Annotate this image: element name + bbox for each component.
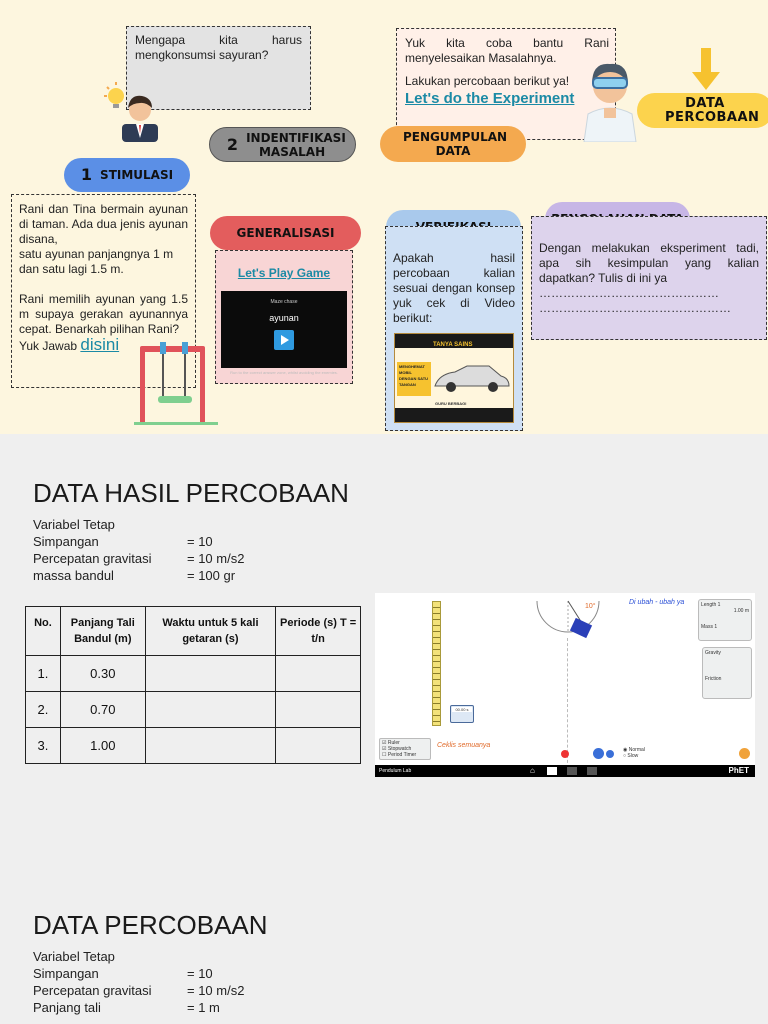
var-row: massa bandul = 100 gr [33, 568, 236, 583]
help-text-1: Yuk kita coba bantu Rani menyelesaikan Masalahnya. [405, 36, 609, 65]
table-cell[interactable] [276, 728, 361, 764]
generalisasi-box [215, 250, 353, 384]
screen-icon-1[interactable] [547, 767, 557, 775]
checkbox-ruler[interactable]: ☑ Ruler [382, 740, 400, 746]
checkbox-panel [379, 738, 431, 760]
speed-radios[interactable]: ◉ Normal ○ Slow [623, 747, 645, 759]
game-title: Maze chase [270, 299, 298, 305]
stimulasi-number: 1 [80, 165, 93, 184]
table-cell: 0.70 [60, 692, 145, 728]
checkbox-period[interactable]: ☐ Period Timer [382, 752, 417, 758]
table-header-cell: Waktu untuk 5 kali getaran (s) [145, 607, 276, 656]
experiment-link[interactable]: Let's do the Experiment [405, 90, 575, 107]
angle-readout: 10° [585, 603, 596, 610]
gravity-label: Gravity [705, 650, 721, 656]
game-caption: Run to the correct answer zone, whilst avoiding the enemies. [230, 370, 338, 375]
question-text: Mengapa kita harus mengkonsumsi sayuran? [135, 33, 302, 62]
teacher-figure-left [100, 80, 162, 142]
table-cell[interactable] [276, 692, 361, 728]
pengumpulan-pill [380, 126, 526, 162]
reset-button[interactable] [739, 748, 750, 759]
stimulasi-pill [64, 158, 190, 192]
table-row [26, 728, 361, 764]
gravity-panel[interactable] [702, 647, 752, 699]
screen-icon-2[interactable] [567, 767, 577, 775]
section2-title: DATA PERCOBAAN [33, 910, 268, 940]
friction-label: Friction [705, 676, 722, 682]
game-thumbnail[interactable] [221, 291, 347, 375]
video-thumbnail[interactable] [394, 333, 514, 423]
note-bottom: Ceklis semuanya [437, 742, 491, 749]
sim-app-name: Pendulum Lab [379, 768, 412, 774]
table-cell: 2. [26, 692, 61, 728]
table-header-cell: Periode (s) T = t/n [276, 607, 361, 656]
pengolahan-box [531, 216, 767, 340]
phet-logo: PhET [728, 766, 749, 775]
table-header-cell: No. [26, 607, 61, 656]
var-row: Simpangan = 10 [33, 966, 213, 981]
phet-sim-screenshot [375, 593, 755, 777]
table-cell[interactable] [145, 692, 276, 728]
data-percobaan-pill [637, 93, 768, 128]
pivot-dash-line [567, 638, 568, 768]
pengolahan-dots2[interactable]: ………………………………………… [539, 301, 731, 315]
table-cell[interactable] [145, 728, 276, 764]
play-button[interactable] [593, 748, 604, 759]
stimulasi-label: STIMULASI [100, 168, 174, 182]
play-icon[interactable] [274, 330, 294, 350]
identifikasi-label: INDENTIFIKASI MASALAH [246, 130, 346, 159]
data-table [25, 606, 361, 764]
stimulasi-p2: satu ayunan panjangnya 1 m dan satu lagi 1.5 m. [19, 247, 174, 276]
identifikasi-pill [209, 127, 356, 162]
video-text-block [397, 362, 431, 396]
game-subtitle: ayunan [269, 313, 299, 323]
var-row: Percepatan gravitasi = 10 m/s2 [33, 551, 245, 566]
game-link[interactable]: Let's Play Game [237, 266, 331, 280]
home-icon[interactable]: ⌂ [530, 766, 535, 775]
checkbox-stopwatch[interactable]: ☑ Stopwatch [382, 746, 412, 752]
section2-variables [33, 948, 245, 1016]
pengolahan-text: Dengan melakukan eksperiment tadi, apa sih kesimpulan yang kalian dapatkan? Tulis di ini ya [539, 241, 759, 285]
screen-icon-3[interactable] [587, 767, 597, 775]
video-sub1: MENGHEMAT [399, 364, 425, 369]
length-panel[interactable] [698, 599, 752, 641]
car-image [431, 358, 511, 398]
table-cell: 1.00 [60, 728, 145, 764]
note-top: Di ubah - ubah ya [629, 599, 685, 606]
step-button[interactable] [606, 750, 614, 758]
table-header-cell: Panjang Tali Bandul (m) [60, 607, 145, 656]
answer-link[interactable]: disini [80, 335, 120, 354]
identifikasi-number: 2 [226, 134, 239, 154]
swing-illustration [134, 340, 218, 426]
section1-variables [33, 516, 245, 584]
var-row: Simpangan = 10 [33, 534, 213, 549]
stimulasi-p3: Rani memilih ayunan yang 1.5 m supaya gerakan ayunannya cepat. Benarkah pilihan Rani? [19, 292, 188, 336]
length-label: Length 1 [701, 602, 721, 608]
var-row: Variabel Tetap [33, 517, 115, 532]
stimulasi-p4-prefix: Yuk Jawab [19, 339, 78, 353]
table-cell: 3. [26, 728, 61, 764]
generalisasi-label: GENERALISASI [236, 226, 335, 240]
stopwatch-time: 00.00 s [452, 707, 472, 712]
table-cell[interactable] [145, 656, 276, 692]
video-footer: GURU BERBAGI [435, 401, 467, 406]
data-percobaan-label: DATA PERCOBAAN [665, 95, 760, 125]
stimulasi-p1: Rani dan Tina bermain ayunan di taman. Ada dua jenis ayunan disana, [19, 202, 188, 246]
video-title: TANYA SAINS [433, 342, 473, 348]
table-cell: 1. [26, 656, 61, 692]
pengumpulan-label: PENGUMPULAN DATA [403, 130, 508, 158]
var-row: Variabel Tetap [33, 949, 115, 964]
help-text-2: Lakukan percobaan berikut ya! [405, 74, 570, 88]
activity-panel [0, 0, 768, 434]
generalisasi-pill [210, 216, 361, 250]
video-sub2: MOBIL [399, 370, 412, 375]
mass-label: Mass 1 [701, 624, 718, 630]
table-row [26, 692, 361, 728]
pengolahan-dots1[interactable]: ……………………………………… [539, 286, 719, 300]
scientist-figure [580, 50, 640, 142]
verifikasi-text: Apakah hasil percobaan kalian sesuai dengan konsep yuk cek di Video berikut: [393, 251, 515, 325]
length-value: 1.00 m [733, 608, 749, 614]
table-row [26, 656, 361, 692]
section1-title: DATA HASIL PERCOBAAN [33, 478, 349, 508]
var-row: Percepatan gravitasi = 10 m/s2 [33, 983, 245, 998]
table-cell: 0.30 [60, 656, 145, 692]
video-sub3: DENGAN SATU [399, 376, 429, 381]
down-arrow-icon [692, 48, 720, 92]
stopwatch[interactable] [450, 705, 474, 723]
table-header-row [26, 607, 361, 656]
table-cell[interactable] [276, 656, 361, 692]
sim-navbar [375, 765, 755, 777]
video-sub4: TANGAN [399, 382, 416, 387]
video-title-banner [395, 334, 513, 348]
verifikasi-box [385, 226, 523, 431]
record-button[interactable] [561, 750, 569, 758]
ruler[interactable] [432, 601, 441, 726]
var-row: Panjang tali = 1 m [33, 1000, 220, 1015]
